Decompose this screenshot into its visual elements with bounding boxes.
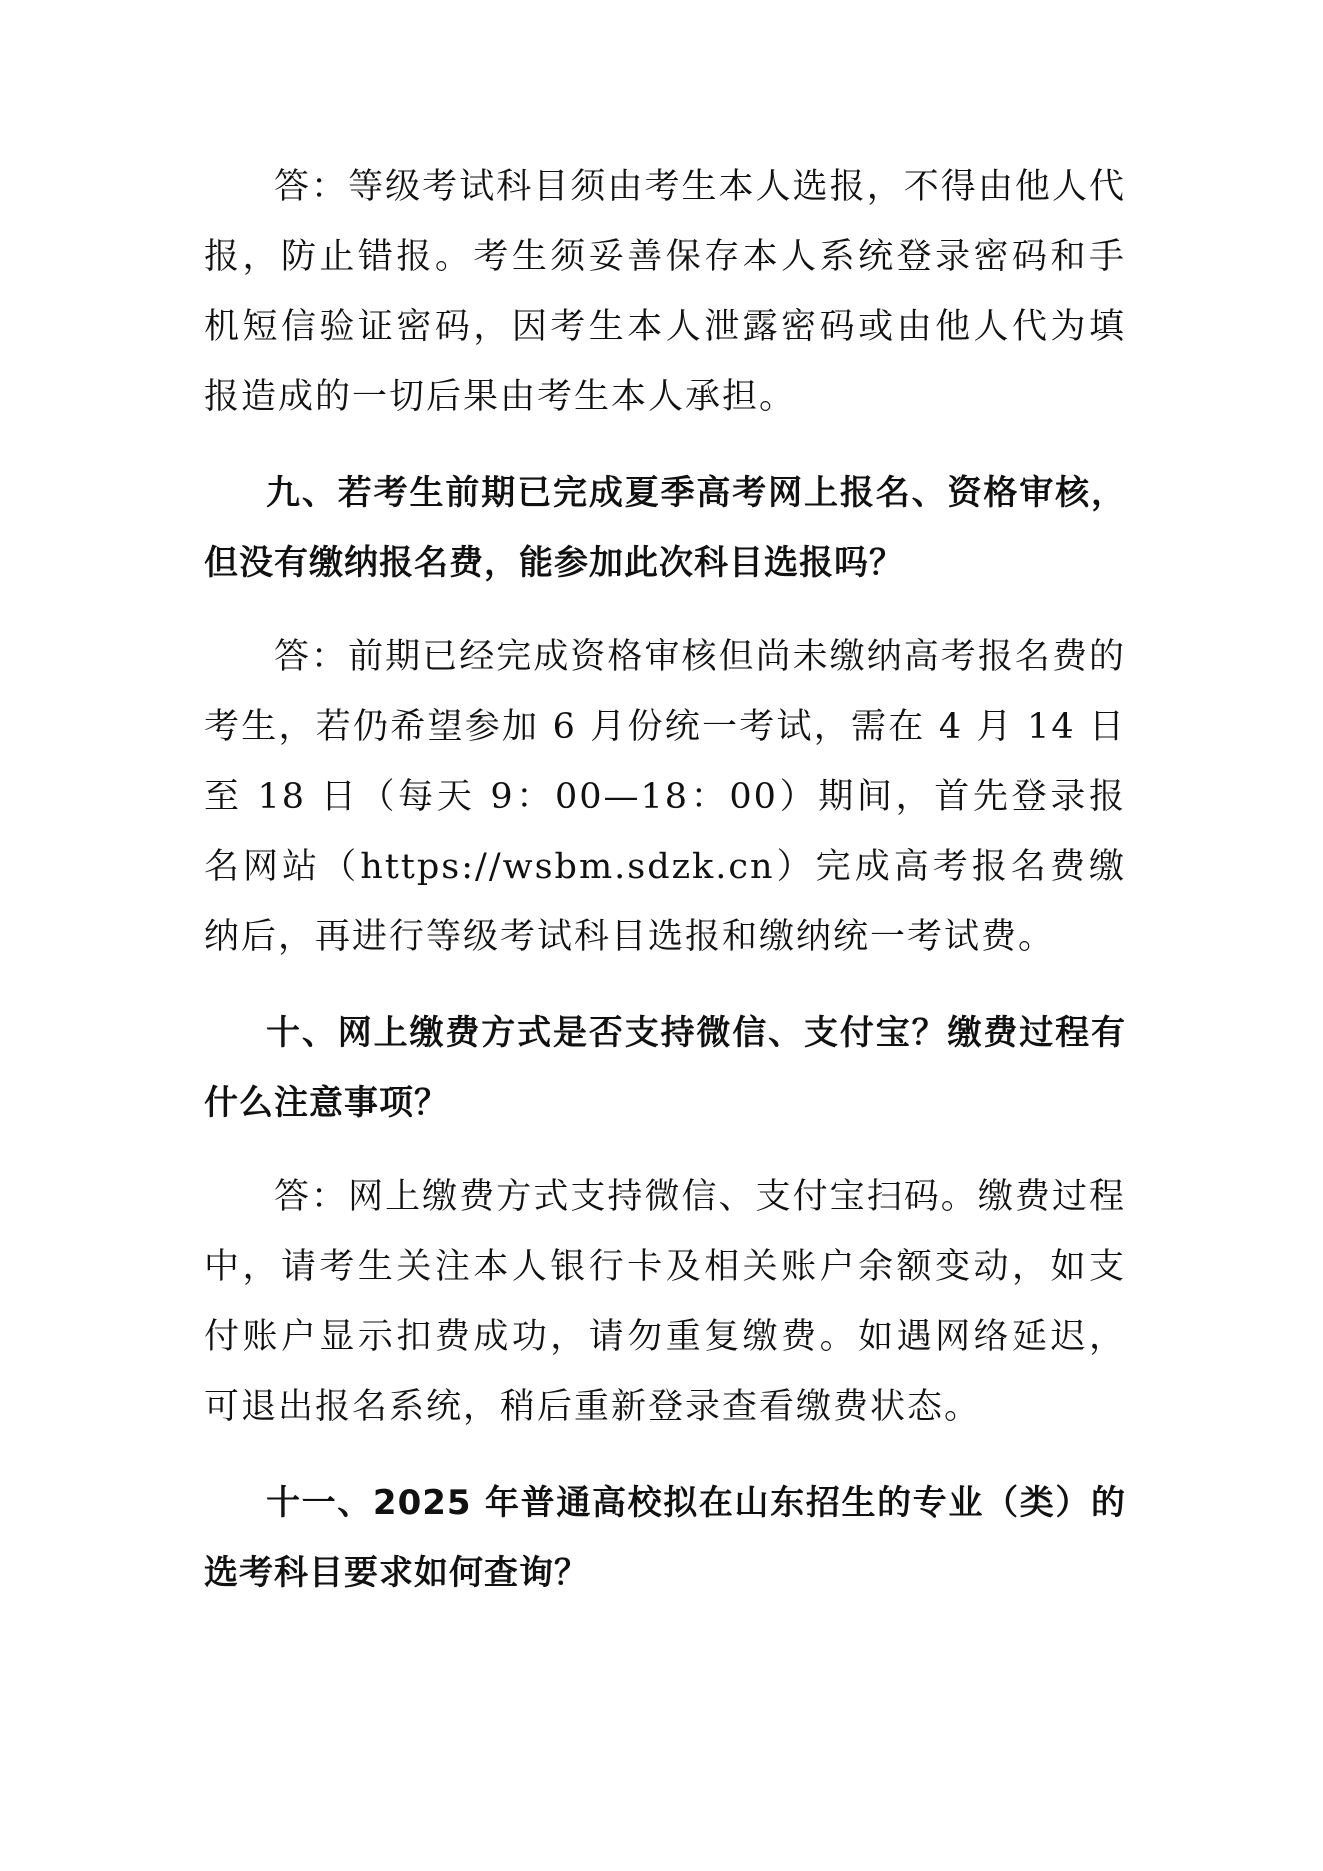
answer-10-paragraph: 答：网上缴费方式支持微信、支付宝扫码。缴费过程中，请考生关注本人银行卡及相关账户余额变动，如支付账户显示扣费成功，请勿重复缴费。如遇网络延迟，可退出报名系统，稍后重新登录查看缴费状态。 <box>204 1177 1126 1427</box>
question-9-heading: 九、若考生前期已完成夏季高考网上报名、资格审核，但没有缴纳报名费，能参加此次科目选报吗？ <box>204 473 1126 583</box>
answer-9-paragraph: 答：前期已经完成资格审核但尚未缴纳高考报名费的考生，若仍希望参加 6 月份统一考试，需在 4 月 14 日至 18 日（每天 9：00—18：00）期间，首先登录报名网站（https://wsbm.sdzk.cn）完成高考报名费缴纳后，再进行等级考试科目选报和缴纳统一考试费。 <box>204 637 1126 957</box>
question-11-heading: 十一、2025 年普通高校拟在山东招生的专业（类）的选考科目要求如何查询？ <box>204 1483 1126 1593</box>
answer-8-paragraph: 答：等级考试科目须由考生本人选报，不得由他人代报，防止错报。考生须妥善保存本人系统登录密码和手机短信验证密码，因考生本人泄露密码或由他人代为填报造成的一切后果由考生本人承担。 <box>204 167 1126 417</box>
document-body <box>204 152 1126 1608</box>
question-10-heading: 十、网上缴费方式是否支持微信、支付宝？缴费过程有什么注意事项？ <box>204 1013 1126 1123</box>
